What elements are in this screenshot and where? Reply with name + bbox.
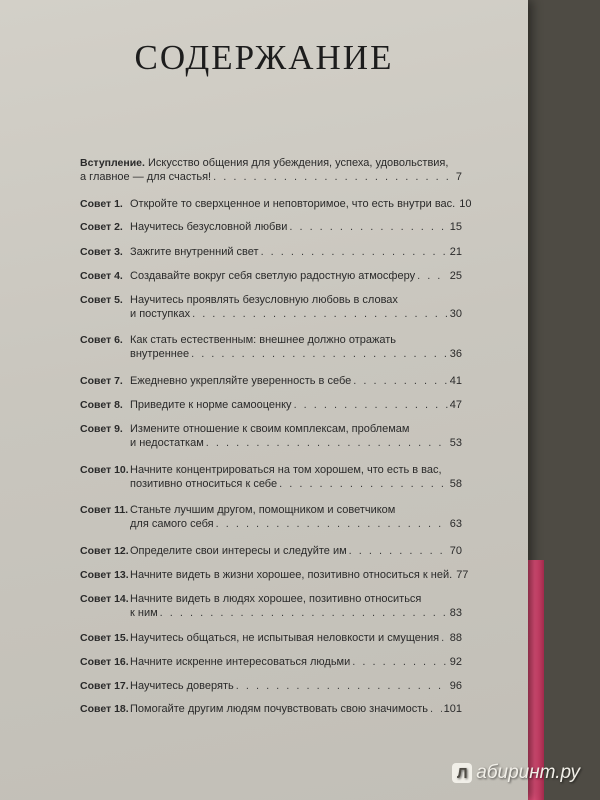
entry-label: Совет 10. [80, 464, 129, 476]
entry-line: а главное — для счастья! [80, 171, 212, 183]
page-number: 21 [449, 246, 462, 258]
toc-entry-1 [80, 197, 472, 211]
entry-label: Совет 1. [80, 198, 123, 210]
toc-entry-18 [80, 702, 462, 716]
entry-label: Совет 17. [80, 680, 129, 692]
entry-line: Станьте лучшим другом, помощником и советчиком [130, 504, 396, 516]
entry-line: и недостаткам [130, 437, 204, 449]
toc-entry-6 [80, 333, 462, 361]
entry-line: и поступках [130, 308, 191, 320]
leader-dots [216, 517, 448, 531]
entry-line: Ежедневно укрепляйте уверенность в себе [130, 375, 352, 387]
leader-dots [160, 606, 448, 620]
entry-line: Создавайте вокруг себя светлую радостную атмосферу [130, 270, 416, 282]
entry-line: Зажгите внутренний свет [130, 246, 259, 258]
leader-dots [289, 220, 447, 234]
toc-entry-intro [80, 156, 462, 184]
entry-line: внутреннее [130, 348, 190, 360]
toc-entry-5 [80, 293, 462, 321]
toc-entry-4 [80, 269, 462, 283]
leader-dots [441, 631, 448, 645]
page-number: 63 [449, 518, 462, 530]
page-number: 101 [443, 703, 462, 715]
entry-label: Совет 4. [80, 270, 123, 282]
page-number: 53 [449, 437, 462, 449]
page-number: 25 [449, 270, 462, 282]
toc-entry-8 [80, 398, 462, 412]
entry-label: Совет 18. [80, 703, 129, 715]
leader-dots [430, 702, 442, 716]
leader-dots [352, 655, 447, 669]
entry-line: Определите свои интересы и следуйте им [130, 545, 347, 557]
leader-dots [353, 374, 448, 388]
entry-line: к ним [130, 607, 158, 619]
entry-line: Помогайте другим людям почувствовать свою значимость [130, 703, 428, 715]
page-number: 10 [459, 198, 472, 210]
toc-entry-9 [80, 422, 462, 450]
page-number: 36 [449, 348, 462, 360]
entry-label: Совет 16. [80, 656, 129, 668]
entry-label: Совет 8. [80, 399, 123, 411]
page-number: 77 [456, 569, 469, 581]
entry-line: Искусство общения для убеждения, успеха, удовольствия, [148, 157, 449, 169]
toc-entry-11 [80, 503, 462, 531]
entry-label: Совет 11. [80, 504, 129, 516]
leader-dots [213, 170, 454, 184]
entry-line: Научитесь проявлять безусловную любовь в словах [130, 294, 398, 306]
entry-line: Начните видеть в жизни хорошее, позитивно относиться к ней. [130, 569, 453, 581]
page-number: 96 [449, 680, 462, 692]
entry-label: Совет 12. [80, 545, 129, 557]
toc-entry-14 [80, 592, 462, 620]
entry-line: Измените отношение к своим комплексам, проблемам [130, 423, 410, 435]
toc-entry-17 [80, 679, 462, 693]
entry-label: Совет 9. [80, 423, 123, 435]
entry-line: Научитесь безусловной любви [130, 221, 288, 233]
page-number: 30 [449, 308, 462, 320]
entry-line: Начните концентрироваться на том хорошем, что есть в вас, [130, 464, 442, 476]
site-watermark [452, 762, 580, 784]
leader-dots [236, 679, 448, 693]
page-number: 70 [449, 545, 462, 557]
leader-dots [191, 347, 448, 361]
entry-label: Совет 2. [80, 221, 123, 233]
leader-dots [206, 436, 448, 450]
entry-text [80, 156, 462, 184]
page-number: 88 [449, 632, 462, 644]
entry-line: позитивно относиться к себе [130, 478, 278, 490]
toc-entry-13 [80, 568, 469, 582]
entry-line: Как стать естественным: внешнее должно отражать [130, 334, 396, 346]
entry-line: Откройте то сверхценное и неповторимое, что есть внутри вас. [130, 198, 456, 210]
leader-dots [261, 245, 448, 259]
leader-dots [349, 544, 448, 558]
leader-dots [294, 398, 448, 412]
entry-line: Научитесь доверять [130, 680, 234, 692]
entry-label: Совет 7. [80, 375, 123, 387]
entry-label: Совет 15. [80, 632, 129, 644]
entry-line: Начните видеть в людях хорошее, позитивно относиться [130, 593, 422, 605]
toc-entry-12 [80, 544, 462, 558]
toc-entry-10 [80, 463, 462, 491]
entry-label: Совет 3. [80, 246, 123, 258]
page-number: 15 [449, 221, 462, 233]
page-number: 41 [449, 375, 462, 387]
page-number: 58 [449, 478, 462, 490]
entry-label: Совет 14. [80, 593, 129, 605]
toc-entry-16 [80, 655, 462, 669]
toc-entry-3 [80, 245, 462, 259]
entry-line: Начните искренне интересоваться людьми [130, 656, 351, 668]
page-number: 92 [449, 656, 462, 668]
page-title: СОДЕРЖАНИЕ [134, 38, 394, 77]
leader-dots [417, 269, 448, 283]
toc-entry-2 [80, 220, 462, 234]
page-number: 47 [449, 399, 462, 411]
leader-dots [192, 307, 448, 321]
watermark-text: абиринт.ру [476, 762, 580, 783]
entry-line: Научитесь общаться, не испытывая неловкости и смущения [130, 632, 440, 644]
page-number: 7 [455, 171, 462, 183]
page-number: 83 [449, 607, 462, 619]
toc-entry-15 [80, 631, 462, 645]
entry-line: Приведите к норме самооценку [130, 399, 292, 411]
labirint-logo-icon: Л [452, 763, 472, 783]
entry-label: Совет 13. [80, 569, 129, 581]
entry-label: Вступление. [80, 157, 145, 169]
entry-label: Совет 6. [80, 334, 123, 346]
entry-label: Совет 5. [80, 294, 123, 306]
entry-line: для самого себя [130, 518, 214, 530]
leader-dots [279, 477, 448, 491]
toc-entry-7 [80, 374, 462, 388]
